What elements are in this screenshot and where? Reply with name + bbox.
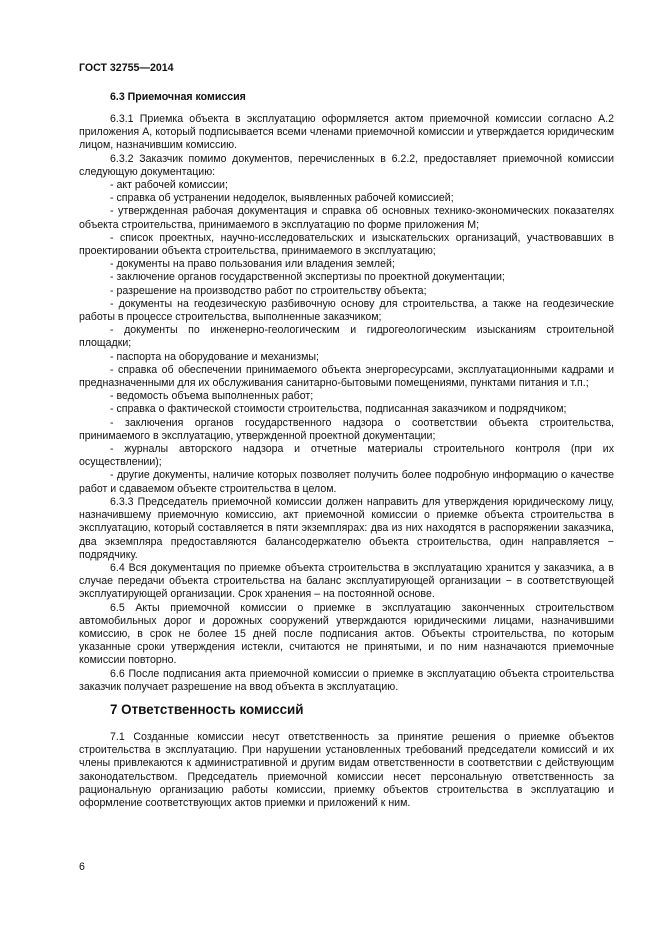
list-item: - другие документы, наличие которых позволяет получить более подробную информацию о качестве работ и сдаваемом объекте строительства в целом. xyxy=(79,469,614,495)
list-item: - ведомость объема выполненных работ; xyxy=(110,390,314,403)
list-item: - документы на право пользования или владения землей; xyxy=(110,258,395,271)
section-heading-6-3: 6.3 Приемочная комиссия xyxy=(110,91,246,103)
list-item: - документы на геодезическую разбивочную основу для строительства, а также на геодезические работы в процессе строительства, выполненные заказчиком; xyxy=(79,297,614,324)
list-item: - журналы авторского надзора и отчетные материалы строительного контроля (при их осуществлении); xyxy=(79,443,614,469)
list-item: - акт рабочей комиссии; xyxy=(110,179,228,192)
list-item: - документы по инженерно-геологическим и гидрогеологическим изысканиям строительной площадки; xyxy=(79,324,614,350)
section-heading-7: 7 Ответственность комиссий xyxy=(110,702,304,717)
paragraph: 6.3.3 Председатель приемочной комиссии должен направить для утверждения юридическому лицу, назначившему приемочную комиссию, акт приемочной комиссии о приемке объекта строительства в эксплуатацию, который составляется в пяти экземплярах: два из них находятся в распоряжении заказчика, два экземпляра предоставляются балансодержателю объекта строительства, один направляется − подрядчику. xyxy=(79,495,614,561)
list-item: - справка о фактической стоимости строительства, подписанная заказчиком и подрядчиком; xyxy=(110,403,567,416)
list-item: - паспорта на оборудование и механизмы; xyxy=(110,350,319,363)
list-item: - разрешение на производство работ по строительству объекта; xyxy=(110,284,427,297)
page-number: 6 xyxy=(79,861,85,873)
list-item: - заключения органов государственного надзора о соответствии объекта строительства, принимаемого в эксплуатацию, утвержденной проектной документации; xyxy=(79,416,614,442)
list-item: - заключение органов государственной экспертизы по проектной документации; xyxy=(110,271,505,284)
paragraph: 7.1 Созданные комиссии несут ответственность за принятие решения о приемке объектов строительства в эксплуатацию. При нарушении установленных требований председатели комиссий и их члены привлекаются к административной и другим видам ответственности в соответствии с действующим законодательством. Председатель приемочной комиссии несет персональную ответственность за рациональную организацию работы комиссии, приемку объектов строительства в эксплуатацию и оформление соответствующих актов приемки и приложений к ним. xyxy=(79,731,614,810)
paragraph: 6.4 Вся документация по приемке объекта строительства в эксплуатацию хранится у заказчика, а в случае передачи объекта строительства на баланс эксплуатирующей организации − в соответствующей эксплуатирующей организации. Срок хранения – на постоянной основе. xyxy=(79,561,614,601)
paragraph: 6.5 Акты приемочной комиссии о приемке в эксплуатацию законченных строительством автомобильных дорог и дорожных сооружений утверждаются юридическими лицами, назначившими комиссию, в срок не более 15 дней после подписания актов. Объекты строительства, по которым указанные сроки утверждения истекли, считаются не принятыми, и по ним назначаются приемочные комиссии повторно. xyxy=(79,601,614,667)
section-7-body xyxy=(79,731,614,810)
list-item: - справка об устранении недоделок, выявленных рабочей комиссией; xyxy=(110,192,454,205)
section-6-3-body xyxy=(79,113,614,694)
paragraph: 6.6 После подписания акта приемочной комиссии о приемке в эксплуатацию объекта строительства заказчик получает разрешение на ввод объекта в эксплуатацию. xyxy=(79,667,614,693)
list-item: - справка об обеспечении принимаемого объекта энергоресурсами, эксплуатационными кадрами и предназначенными для их обслуживания санитарно-бытовыми помещениями, пунктами питания и т.п.; xyxy=(79,363,614,390)
paragraph: 6.3.2 Заказчик помимо документов, перечисленных в 6.2.2, предоставляет приемочной комиссии следующую документацию: xyxy=(79,152,614,178)
paragraph: 6.3.1 Приемка объекта в эксплуатацию оформляется актом приемочной комиссии согласно А.2 приложения А, который подписывается всеми членами приемочной комиссии и утверждается юридическим лицом, назначившим комиссию. xyxy=(79,113,614,152)
list-item: - утвержденная рабочая документация и справка об основных технико-экономических показателях объекта строительства, принимаемого в эксплуатацию по форме приложения М; xyxy=(79,205,614,231)
document-standard-id: ГОСТ 32755—2014 xyxy=(79,62,174,74)
list-item: - список проектных, научно-исследовательских и изыскательских организаций, участвовавших в проектировании объекта строительства, принимаемого в эксплуатацию; xyxy=(79,231,614,258)
